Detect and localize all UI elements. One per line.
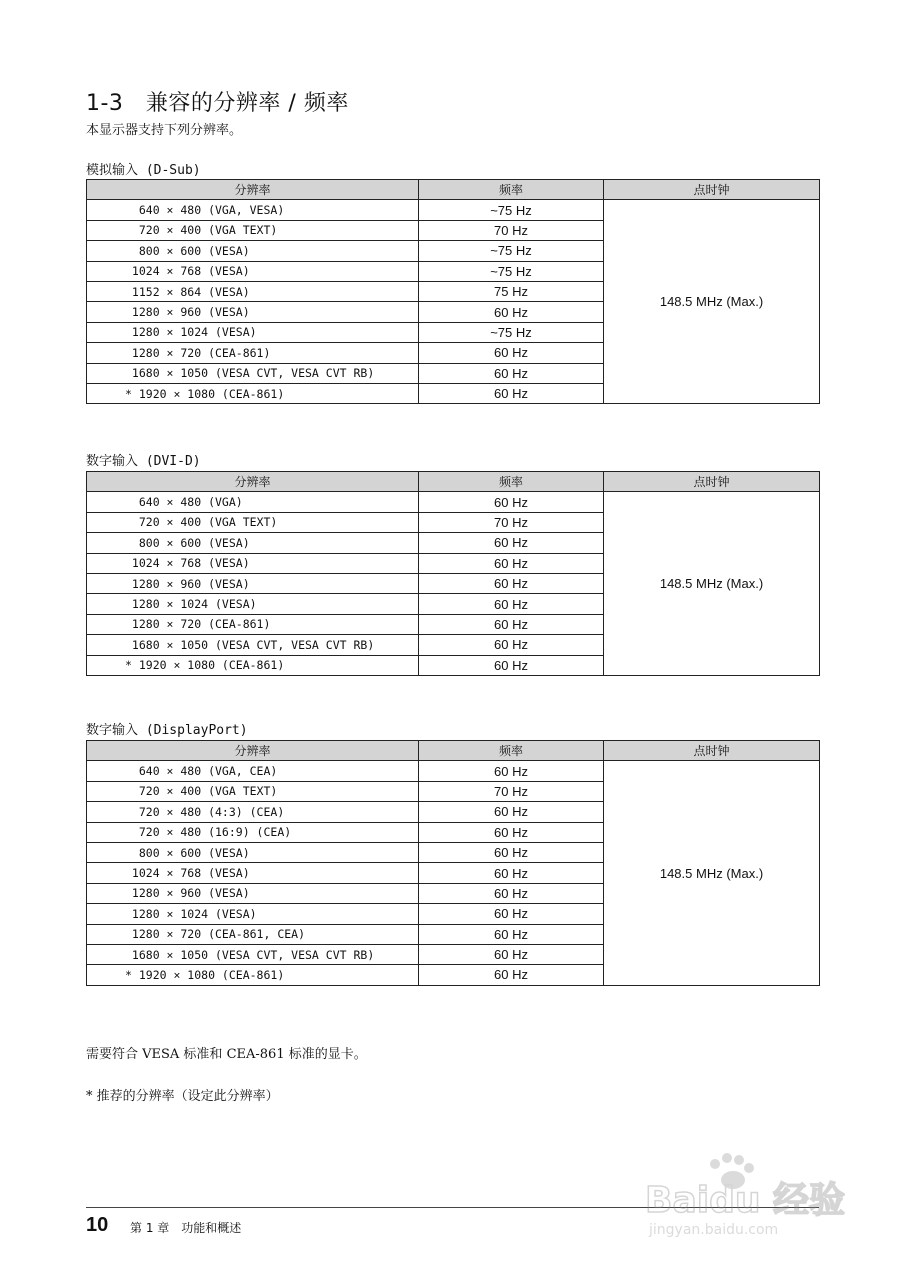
resolution-cell: 1024 × 768 (VESA) xyxy=(87,553,419,573)
resolution-cell: * 1920 × 1080 (CEA-861) xyxy=(87,383,419,403)
baidu-watermark-logo xyxy=(645,1150,845,1240)
frequency-cell: 60 Hz xyxy=(419,924,604,944)
table-row xyxy=(87,492,820,512)
resolution-cell: 800 × 600 (VESA) xyxy=(87,241,419,261)
frequency-cell: 60 Hz xyxy=(419,363,604,383)
header-dot-clock: 点时钟 xyxy=(604,180,820,200)
frequency-cell: 60 Hz xyxy=(419,635,604,655)
header-frequency: 频率 xyxy=(419,472,604,492)
dot-clock-cell: 148.5 MHz (Max.) xyxy=(604,492,820,676)
resolution-cell: 1280 × 960 (VESA) xyxy=(87,883,419,903)
frequency-cell: 60 Hz xyxy=(419,383,604,403)
resolution-cell: 1152 × 864 (VESA) xyxy=(87,281,419,301)
resolution-cell: 720 × 480 (4:3) (CEA) xyxy=(87,802,419,822)
resolution-cell: 1280 × 1024 (VESA) xyxy=(87,904,419,924)
frequency-cell: 60 Hz xyxy=(419,842,604,862)
chapter-label: 第 1 章 功能和概述 xyxy=(130,1221,242,1235)
resolution-cell: 1280 × 720 (CEA-861, CEA) xyxy=(87,924,419,944)
dot-clock-cell: 148.5 MHz (Max.) xyxy=(604,761,820,985)
resolution-cell: 1680 × 1050 (VESA CVT, VESA CVT RB) xyxy=(87,635,419,655)
resolution-cell: 640 × 480 (VGA, VESA) xyxy=(87,200,419,220)
frequency-cell: 60 Hz xyxy=(419,904,604,924)
header-dot-clock: 点时钟 xyxy=(604,741,820,761)
resolution-cell: 720 × 400 (VGA TEXT) xyxy=(87,512,419,532)
frequency-cell: 60 Hz xyxy=(419,302,604,322)
header-frequency: 频率 xyxy=(419,180,604,200)
resolution-cell: 1280 × 960 (VESA) xyxy=(87,573,419,593)
frequency-cell: 70 Hz xyxy=(419,781,604,801)
frequency-cell: 60 Hz xyxy=(419,553,604,573)
resolution-cell: 1680 × 1050 (VESA CVT, VESA CVT RB) xyxy=(87,944,419,964)
watermark-url: jingyan.baidu.com xyxy=(649,1222,779,1238)
intro-text: 本显示器支持下列分辨率。 xyxy=(86,123,243,138)
resolution-cell: 1024 × 768 (VESA) xyxy=(87,261,419,281)
resolution-cell: 1280 × 960 (VESA) xyxy=(87,302,419,322)
resolution-cell: 1680 × 1050 (VESA CVT, VESA CVT RB) xyxy=(87,363,419,383)
section-label-dsub: 模拟输入 (D-Sub) xyxy=(86,163,201,178)
frequency-cell: 60 Hz xyxy=(419,614,604,634)
section-label-dvi: 数字输入 (DVI-D) xyxy=(86,454,201,469)
frequency-cell: 60 Hz xyxy=(419,965,604,985)
resolution-cell: 640 × 480 (VGA, CEA) xyxy=(87,761,419,781)
header-dot-clock: 点时钟 xyxy=(604,472,820,492)
table-row xyxy=(87,761,820,781)
recommended-note: * 推荐的分辨率（设定此分辨率） xyxy=(86,1089,279,1104)
frequency-cell: 60 Hz xyxy=(419,594,604,614)
frequency-cell: 60 Hz xyxy=(419,944,604,964)
table-dsub xyxy=(86,179,820,404)
resolution-cell: 800 × 600 (VESA) xyxy=(87,842,419,862)
frequency-cell: ~75 Hz xyxy=(419,322,604,342)
resolution-cell: 800 × 600 (VESA) xyxy=(87,533,419,553)
page-title: 1-3 兼容的分辨率 / 频率 xyxy=(86,91,349,116)
resolution-cell: 1280 × 1024 (VESA) xyxy=(87,322,419,342)
resolution-cell: 720 × 480 (16:9) (CEA) xyxy=(87,822,419,842)
table-dvi xyxy=(86,471,820,676)
frequency-cell: 60 Hz xyxy=(419,863,604,883)
resolution-cell: 1280 × 720 (CEA-861) xyxy=(87,614,419,634)
resolution-cell: 1280 × 1024 (VESA) xyxy=(87,594,419,614)
dot-clock-cell: 148.5 MHz (Max.) xyxy=(604,200,820,404)
frequency-cell: 60 Hz xyxy=(419,492,604,512)
frequency-cell: 75 Hz xyxy=(419,281,604,301)
resolution-cell: 1280 × 720 (CEA-861) xyxy=(87,343,419,363)
header-frequency: 频率 xyxy=(419,741,604,761)
frequency-cell: 60 Hz xyxy=(419,573,604,593)
frequency-cell: 60 Hz xyxy=(419,343,604,363)
page-number: 10 xyxy=(86,1214,109,1236)
frequency-cell: 60 Hz xyxy=(419,655,604,675)
resolution-cell: 640 × 480 (VGA) xyxy=(87,492,419,512)
frequency-cell: ~75 Hz xyxy=(419,241,604,261)
resolution-cell: * 1920 × 1080 (CEA-861) xyxy=(87,965,419,985)
frequency-cell: 60 Hz xyxy=(419,761,604,781)
header-resolution: 分辨率 xyxy=(87,472,419,492)
frequency-cell: 60 Hz xyxy=(419,822,604,842)
frequency-cell: 70 Hz xyxy=(419,512,604,532)
table-row xyxy=(87,200,820,220)
frequency-cell: 60 Hz xyxy=(419,802,604,822)
vesa-note: 需要符合 VESA 标准和 CEA-861 标准的显卡。 xyxy=(86,1047,367,1062)
table-displayport xyxy=(86,740,820,986)
frequency-cell: 70 Hz xyxy=(419,220,604,240)
resolution-cell: 720 × 400 (VGA TEXT) xyxy=(87,220,419,240)
frequency-cell: 60 Hz xyxy=(419,883,604,903)
resolution-cell: 1024 × 768 (VESA) xyxy=(87,863,419,883)
resolution-cell: * 1920 × 1080 (CEA-861) xyxy=(87,655,419,675)
header-resolution: 分辨率 xyxy=(87,741,419,761)
watermark-brand: Baidu 经验 xyxy=(645,1180,845,1221)
frequency-cell: ~75 Hz xyxy=(419,200,604,220)
section-label-displayport: 数字输入 (DisplayPort) xyxy=(86,723,248,738)
frequency-cell: ~75 Hz xyxy=(419,261,604,281)
frequency-cell: 60 Hz xyxy=(419,533,604,553)
header-resolution: 分辨率 xyxy=(87,180,419,200)
resolution-cell: 720 × 400 (VGA TEXT) xyxy=(87,781,419,801)
